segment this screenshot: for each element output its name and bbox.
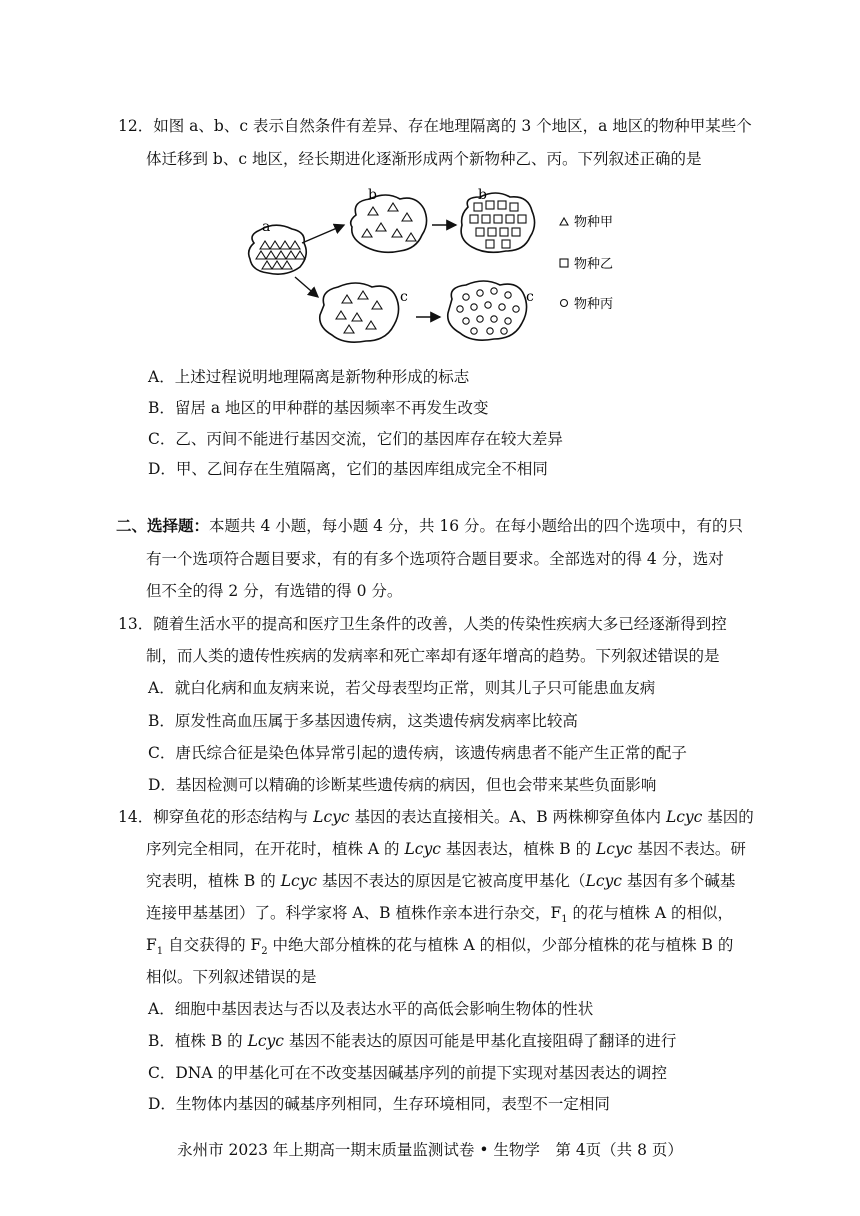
circle-icon bbox=[561, 300, 568, 307]
q13-option-c: C．唐氏综合征是染色体异常引起的遗传病，该遗传病患者不能产生正常的配子 bbox=[148, 744, 687, 762]
q14-option-a: A．细胞中基因表达与否以及表达水平的高低会影响生物体的性状 bbox=[148, 1000, 594, 1018]
square-icon bbox=[560, 259, 568, 267]
region-b-outline bbox=[351, 195, 427, 252]
label-b-1: b bbox=[368, 187, 377, 203]
speciation-diagram bbox=[240, 185, 650, 355]
q13-option-a: A．就白化病和血友病来说，若父母表型均正常，则其儿子只可能患血友病 bbox=[148, 679, 656, 697]
legend-species-bing: 物种丙 bbox=[574, 297, 614, 312]
region-a-triangles bbox=[256, 241, 305, 269]
q14-option-c: C．DNA 的甲基化可在不改变基因碱基序列的前提下实现对基因表达的调控 bbox=[148, 1064, 667, 1082]
q14-stem-line1: 14．柳穿鱼花的形态结构与 Lcyc 基因的表达直接相关。A、B 两株柳穿鱼体内 Lcyc 基因的 bbox=[118, 808, 754, 826]
q14-stem-line4: 连接甲基基团）了。科学家将 A、B 植株作亲本进行杂交，$F_1$ 的花与植株 A 的相似， bbox=[146, 904, 734, 926]
section2-heading: 二、选择题： bbox=[116, 516, 210, 535]
q13-stem-line2: 制，而人类的遗传性疾病的发病率和死亡率却有逐年增高的趋势。下列叙述错误的是 bbox=[146, 647, 720, 665]
page-footer: 永州市 2023 年上期高一期末质量监测试卷 • 生物学 第 4页（共 8 页） bbox=[177, 1141, 683, 1159]
label-b-2: b bbox=[478, 187, 487, 203]
region-c-outline bbox=[320, 283, 399, 342]
q14-option-d: D．生物体内基因的碱基序列相同，生存环境相同，表型不一定相同 bbox=[148, 1095, 610, 1113]
q14-stem-line2: 序列完全相同，在开花时，植株 A 的 Lcyc 基因表达，植株 B 的 Lcyc 基因不表达。研 bbox=[146, 840, 746, 858]
q12-option-c: C．乙、丙间不能进行基因交流，它们的基因库存在较大差异 bbox=[148, 430, 563, 448]
section2-line3: 但不全的得 2 分，有选错的得 0 分。 bbox=[146, 582, 403, 600]
q13-stem-line1: 13．随着生活水平的提高和医疗卫生条件的改善，人类的传染性疾病大多已经逐渐得到控 bbox=[118, 615, 727, 633]
q13-option-b: B．原发性高血压属于多基因遗传病，这类遗传病发病率比较高 bbox=[148, 712, 578, 730]
label-c-2: c bbox=[526, 289, 534, 305]
q13-option-d: D．基因检测可以精确的诊断某些遗传病的病因，但也会带来某些负面影响 bbox=[148, 776, 657, 794]
q12-stem-line1: 12．如图 a、b、c 表示自然条件有差异、存在地理隔离的 3 个地区，a 地区的物种甲某些个 bbox=[118, 117, 752, 135]
triangle-icon bbox=[560, 218, 568, 225]
q14-stem-line5: $F_1$ 自交获得的 $F_2$ 中绝大部分植株的花与植株 A 的相似，少部分植株的花与植株 B 的 bbox=[146, 936, 734, 958]
legend-species-yi: 物种乙 bbox=[574, 257, 614, 272]
q12-stem-line2: 体迁移到 b、c 地区，经长期进化逐渐形成两个新物种乙、丙。下列叙述正确的是 bbox=[146, 150, 702, 168]
section2-line1: 二、选择题：本题共 4 小题，每小题 4 分，共 16 分。在每小题给出的四个选项中，有的只 bbox=[116, 516, 744, 535]
label-a: a bbox=[262, 219, 271, 235]
legend bbox=[560, 218, 568, 307]
q12-option-b: B．留居 a 地区的甲种群的基因频率不再发生改变 bbox=[148, 399, 489, 417]
q14-stem-line6: 相似。下列叙述错误的是 bbox=[146, 968, 317, 986]
q14-stem-line3: 究表明，植株 B 的 Lcyc 基因不表达的原因是它被高度甲基化（Lcyc 基因有多个碱基 bbox=[146, 872, 736, 890]
legend-species-jia: 物种甲 bbox=[574, 215, 614, 230]
q12-option-d: D．甲、乙间存在生殖隔离，它们的基因库组成完全不相同 bbox=[148, 460, 548, 478]
q14-option-b: B．植株 B 的 Lcyc 基因不能表达的原因可能是甲基化直接阻碍了翻译的进行 bbox=[148, 1032, 677, 1050]
q12-option-a: A．上述过程说明地理隔离是新物种形成的标志 bbox=[148, 368, 470, 386]
section2-line2: 有一个选项符合题目要求，有的有多个选项符合题目要求。全部选对的得 4 分，选对 bbox=[146, 550, 724, 568]
region-a-outline bbox=[249, 225, 307, 274]
label-c-1: c bbox=[400, 289, 408, 305]
